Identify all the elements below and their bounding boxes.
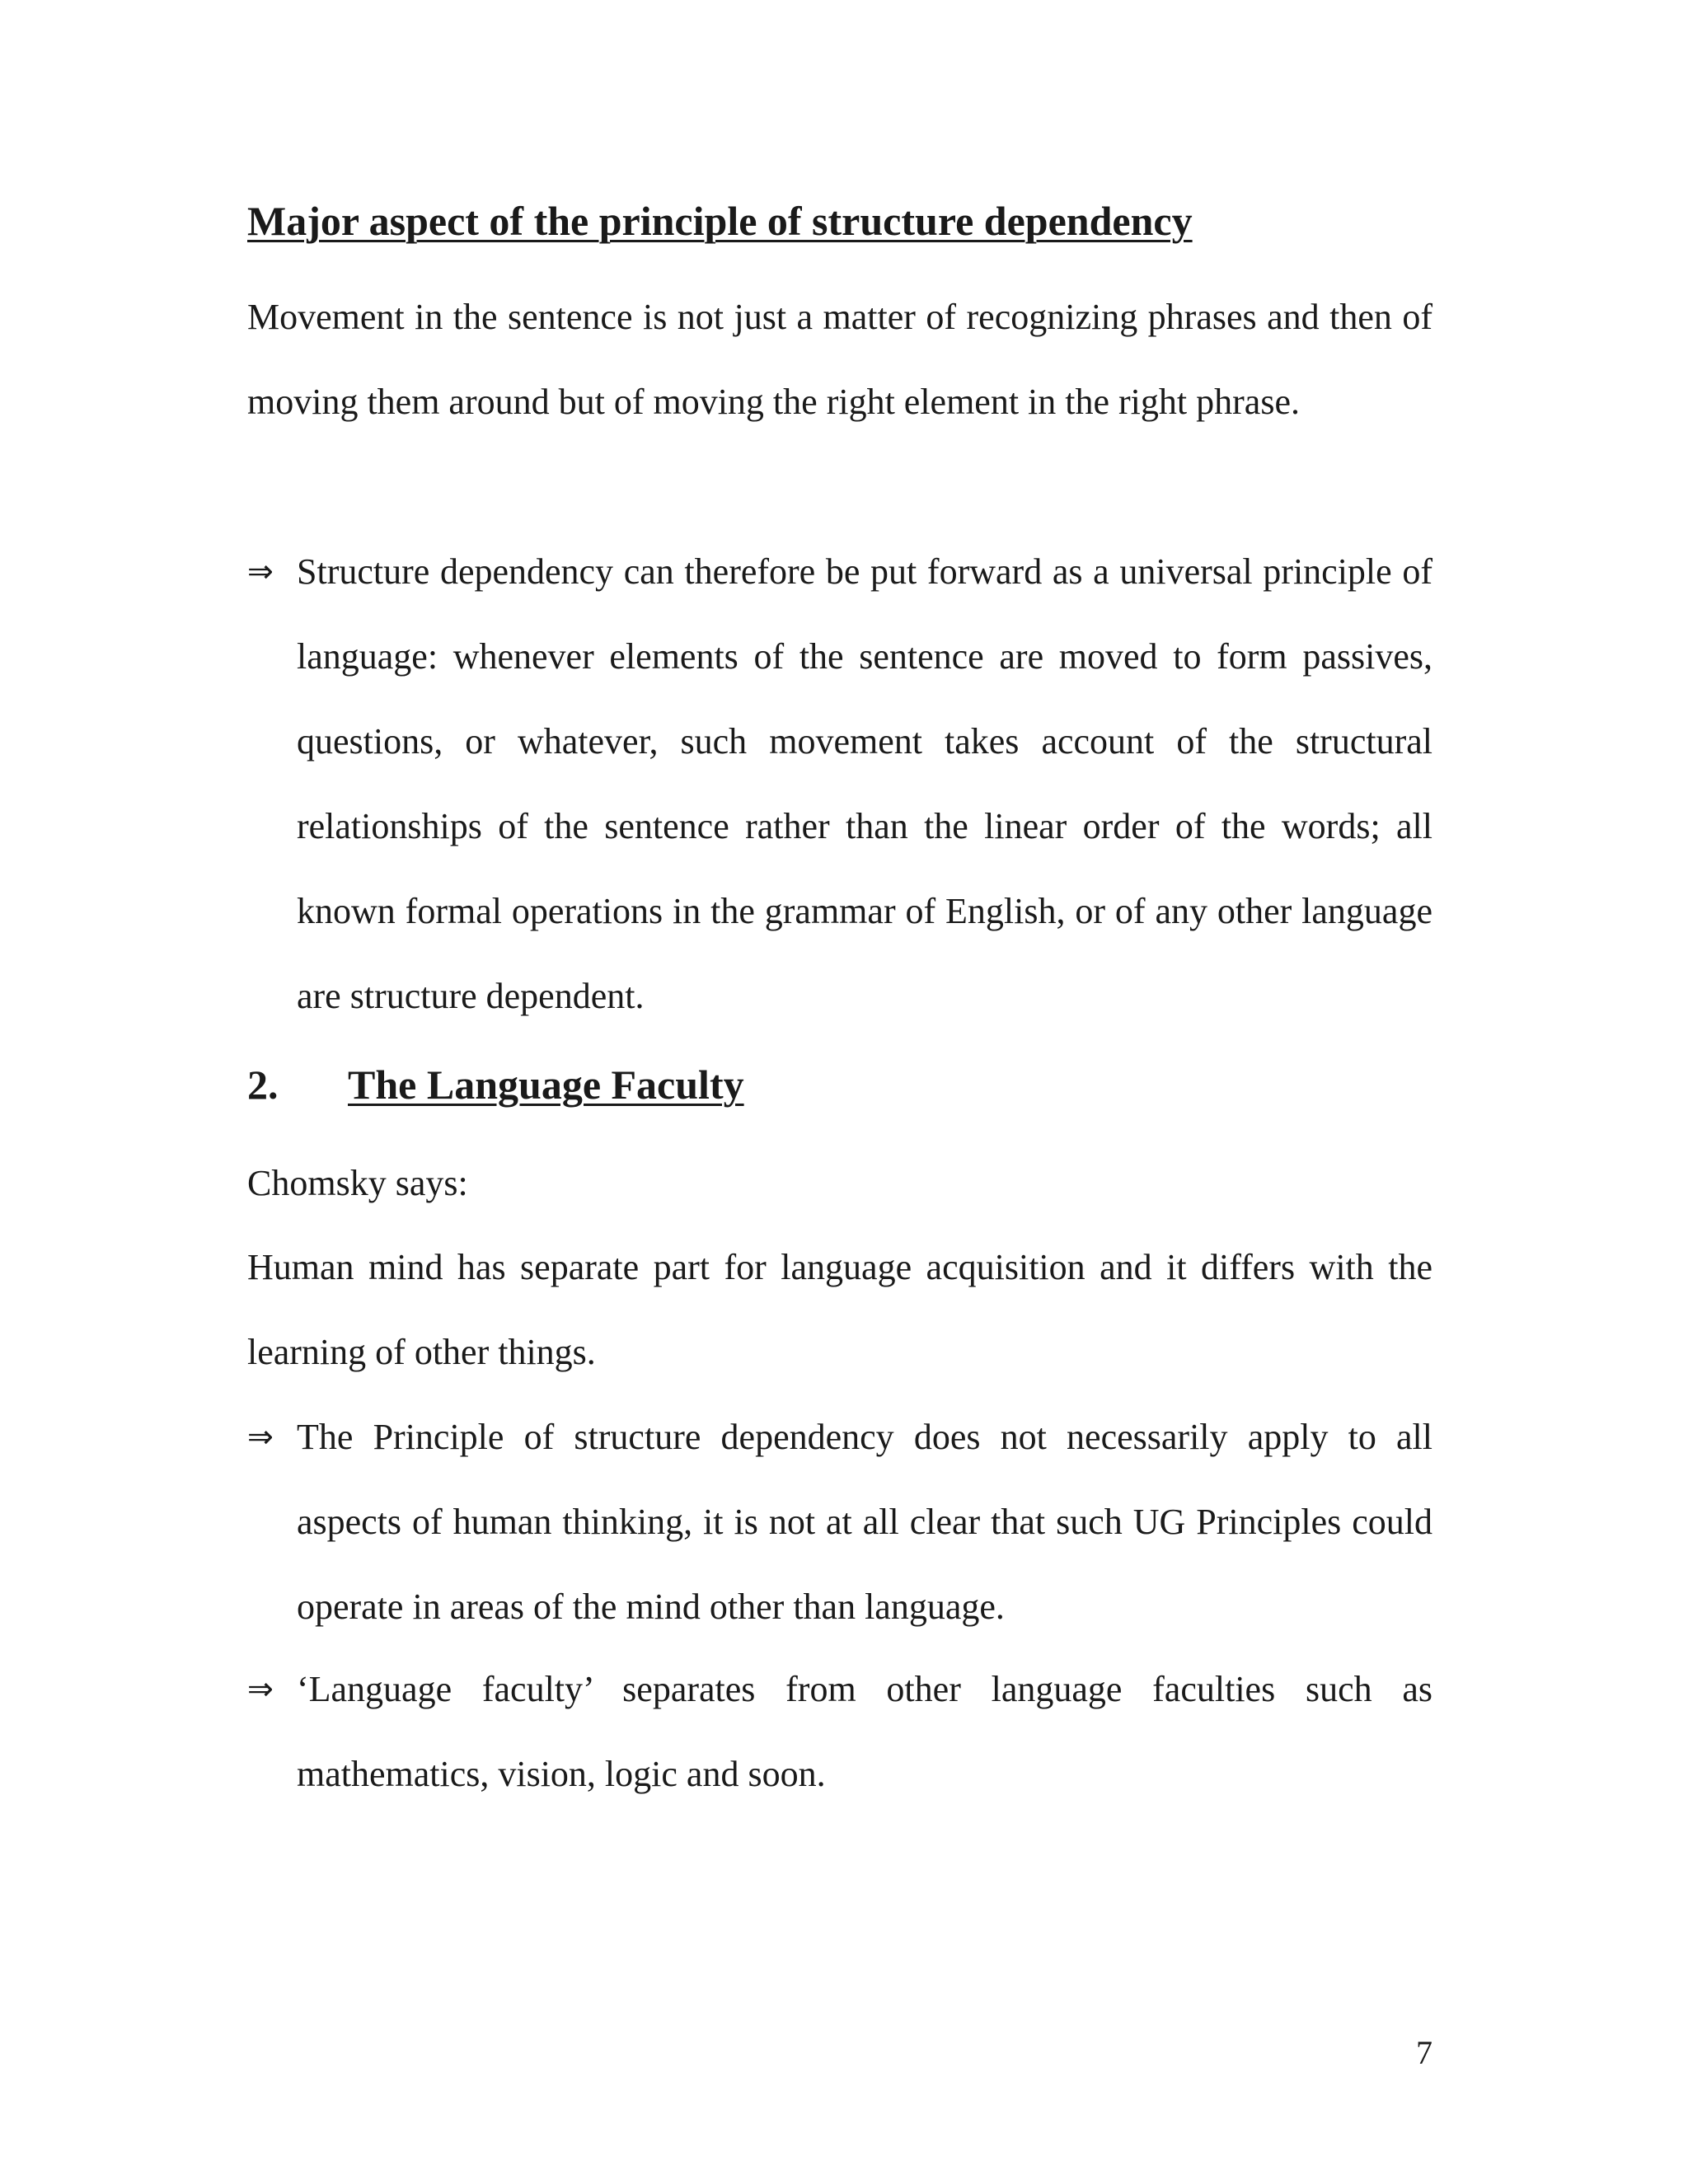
document-page <box>247 0 1432 2184</box>
paragraph-human-mind: Human mind has separate part for language acquisition and it differs with the learning of other things. <box>247 1247 1432 1372</box>
implies-arrow-icon: ⇒ <box>247 1671 274 1707</box>
bullet-item <box>247 529 1432 1038</box>
paragraph-movement: Movement in the sentence is not just a matter of recognizing phrases and then of moving them around but of moving the right element in the right phrase. <box>247 297 1432 422</box>
implies-arrow-icon: ⇒ <box>247 1418 274 1455</box>
section-heading-language-faculty <box>247 1060 744 1109</box>
bullet-item <box>247 1647 1432 1816</box>
section-number: 2. <box>247 1062 279 1108</box>
paragraph-chomsky-says: Chomsky says: <box>247 1163 468 1203</box>
bullet-item <box>247 1394 1432 1649</box>
section-title: The Language Faculty <box>348 1062 744 1108</box>
bullet-text: ‘Language faculty’ separates from other language faculties such as mathematics, vision, logic and soon. <box>297 1669 1432 1794</box>
section-heading-structure-dependency: Major aspect of the principle of structure dependency <box>247 198 1193 244</box>
bullet-text: Structure dependency can therefore be put forward as a universal principle of language: whenever elements of the sentence are moved to form passives, questions, or whatever, such movement takes account of the structural relationships of the sentence rather than the linear order of the words; all known formal operations in the grammar of English, or of any other language are structure dependent. <box>297 551 1432 1016</box>
page-number: 7 <box>1416 2034 1432 2071</box>
bullet-text: The Principle of structure dependency does not necessarily apply to all aspects of human thinking, it is not at all clear that such UG Principles could operate in areas of the mind other than language. <box>297 1417 1432 1627</box>
implies-arrow-icon: ⇒ <box>247 553 274 589</box>
